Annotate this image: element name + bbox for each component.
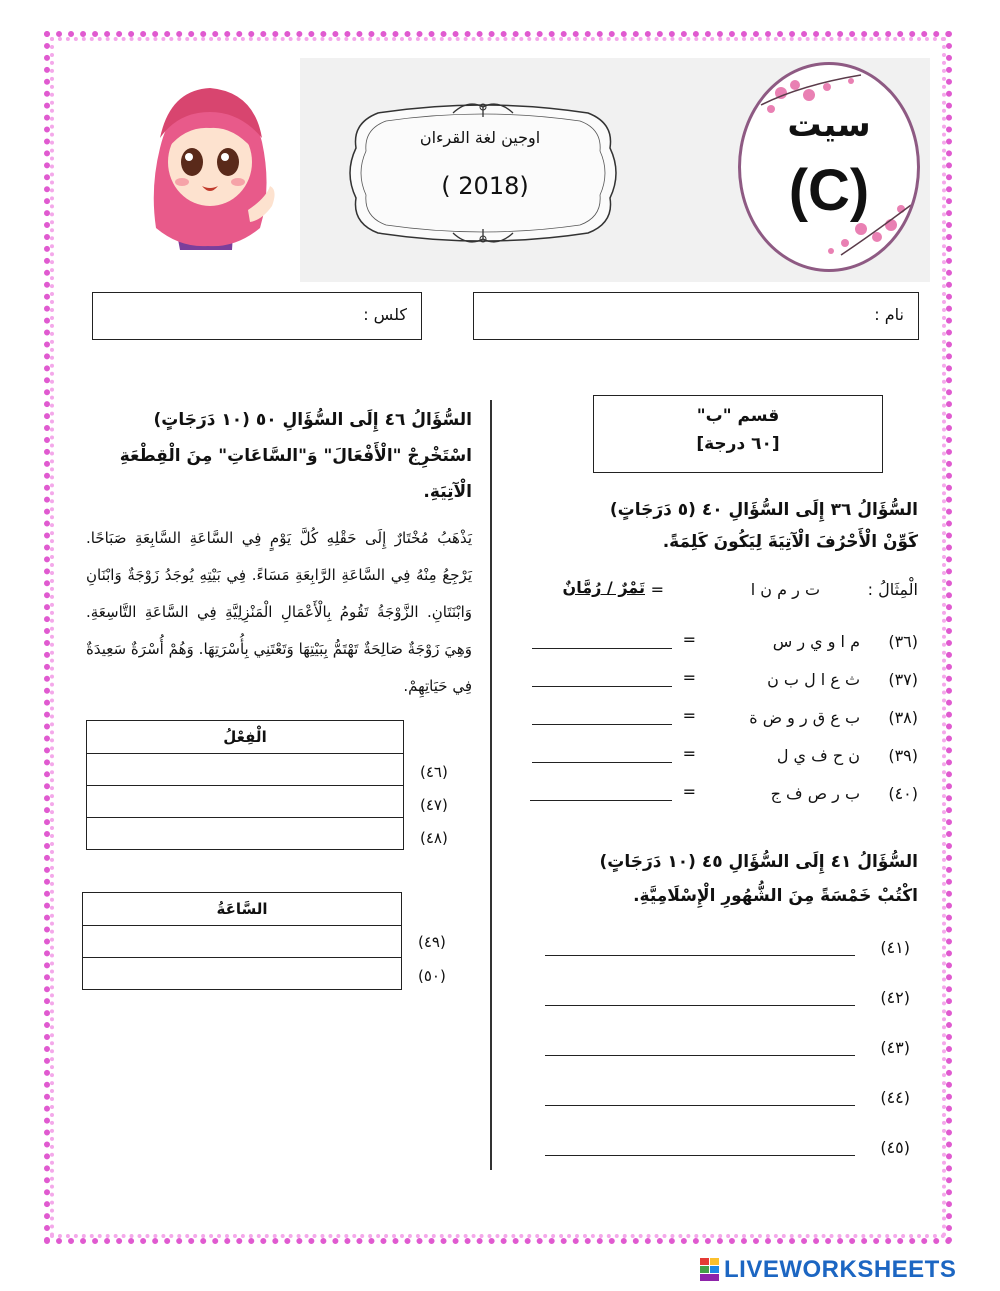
class-label: كلس : xyxy=(363,305,407,324)
verb-table xyxy=(86,720,404,850)
q46-instruction: اسْتَخْرِجْ "الْأَفْعَالَ" وَ"السَّاعَاتِ" مِنَ الْقِطْعَةِ الْآتِيَةِ. xyxy=(119,446,472,502)
q37-item-num: (٣٧) xyxy=(888,670,918,689)
q50-num: (٥٠) xyxy=(418,967,446,985)
verb-table-header: الْفِعْلُ xyxy=(87,721,404,754)
answer-line[interactable] xyxy=(532,648,672,649)
q36-heading: السُّؤَالُ ٣٦ إِلَى السُّؤَالِ ٤٠ (٥ دَرَجَاتٍ) xyxy=(609,500,918,520)
answer-line[interactable] xyxy=(545,955,855,956)
liveworksheets-icon xyxy=(700,1258,720,1282)
worksheet-title: اوجين لغة القرءان xyxy=(419,128,541,147)
q36-item-num: (٣٦) xyxy=(888,632,918,651)
answer-line[interactable] xyxy=(532,724,672,725)
q38-item-letters: ب ع ق ر و ض ة xyxy=(749,708,860,727)
q46-num: (٤٦) xyxy=(420,763,448,781)
answer-line[interactable] xyxy=(532,686,672,687)
set-badge xyxy=(738,62,920,272)
q39-equals: = xyxy=(682,744,696,763)
hour-table xyxy=(82,892,402,990)
q39-item-num: (٣٩) xyxy=(888,746,918,765)
q41-instruction: اكْتُبْ خَمْسَةً مِنَ الشُّهُورِ الْإِسْلَامِيَّةِ. xyxy=(633,886,918,906)
q38-item-num: (٣٨) xyxy=(888,708,918,727)
liveworksheets-logo[interactable] xyxy=(700,1256,990,1284)
answer-line[interactable] xyxy=(545,1005,855,1006)
q37-equals: = xyxy=(682,668,696,687)
name-field[interactable] xyxy=(473,292,919,340)
answer-line[interactable] xyxy=(530,800,672,801)
verb-answer-cell[interactable] xyxy=(87,754,404,786)
q47-num: (٤٧) xyxy=(420,796,448,814)
q40-item-letters: ب ر ص ف ج xyxy=(770,784,860,803)
hour-table-header: السَّاعَةُ xyxy=(83,893,402,926)
answer-line[interactable] xyxy=(545,1105,855,1106)
example-equals: = xyxy=(650,580,664,599)
worksheet-year: ( 2018) xyxy=(441,172,529,200)
q49-num: (٤٩) xyxy=(418,933,446,951)
example-letters: ت ر م ن ا xyxy=(750,580,820,599)
girl-mascot-illustration xyxy=(120,78,288,250)
verb-answer-cell[interactable] xyxy=(87,818,404,850)
q36-instruction: كَوِّنْ الْأَحْرُفَ الْآتِيَةَ لِيَكُونَ كَلِمَةً. xyxy=(662,532,918,552)
column-divider xyxy=(490,400,492,1170)
q44-num: (٤٤) xyxy=(880,1088,910,1107)
q39-item-letters: ن ح ف ي ل xyxy=(776,746,860,765)
q48-num: (٤٨) xyxy=(420,829,448,847)
set-code: (C) xyxy=(788,158,870,223)
liveworksheets-brand: LIVEWORKSHEETS xyxy=(724,1256,957,1283)
q40-item-num: (٤٠) xyxy=(888,784,918,803)
section-b-box xyxy=(593,395,883,473)
q38-equals: = xyxy=(682,706,696,725)
q45-num: (٤٥) xyxy=(880,1138,910,1157)
answer-line[interactable] xyxy=(545,1055,855,1056)
q41-heading: السُّؤَالُ ٤١ إِلَى السُّؤَالِ ٤٥ (١٠ دَرَجَاتٍ) xyxy=(599,852,918,872)
q41-num: (٤١) xyxy=(880,938,910,957)
q40-equals: = xyxy=(682,782,696,801)
set-label: سيت xyxy=(787,105,871,145)
verb-answer-cell[interactable] xyxy=(87,786,404,818)
example-label: الْمِثَالُ : xyxy=(867,580,918,599)
section-b-marks: [٦٠ درجة] xyxy=(696,434,780,454)
answer-line[interactable] xyxy=(545,1155,855,1156)
example-answer: تَمْرٌ / رُمَّانٌ xyxy=(562,578,645,597)
q36-equals: = xyxy=(682,630,696,649)
q36-item-letters: م ا و ي ر س xyxy=(772,632,860,651)
q43-num: (٤٣) xyxy=(880,1038,910,1057)
q42-num: (٤٢) xyxy=(880,988,910,1007)
name-label: نام : xyxy=(874,305,904,324)
class-field[interactable] xyxy=(92,292,422,340)
q37-item-letters: ث ع ا ل ب ن xyxy=(767,670,860,689)
hour-answer-cell[interactable] xyxy=(83,958,402,990)
hour-answer-cell[interactable] xyxy=(83,926,402,958)
section-b-title: قسم "ب" xyxy=(696,406,780,426)
answer-line[interactable] xyxy=(532,762,672,763)
q46-heading: السُّؤَالُ ٤٦ إِلَى السُّؤَالِ ٥٠ (١٠ دَرَجَاتٍ) xyxy=(153,410,472,430)
reading-passage: يَذْهَبُ مُخْتَارٌ إِلَى حَقْلِهِ كُلَّ يَوْمٍ فِي السَّاعَةِ السَّابِعَةِ صَبَاحًا. يَرْجِعُ مِنْهُ فِي السَّاعَةِ الرَّابِعَةِ مَسَاءً. فِي بَيْتِهِ يُوجَدُ زَوْجَةٌ وَابْنَانِ وَابْنَتَانِ. الزَّوْجَةُ تَقُومُ بِالْأَعْمَالِ الْمَنْزِلِيَّةِ فِي السَّاعَةِ التَّاسِعَةِ. وَهِيَ زَوْجَةٌ صَالِحَةٌ تَهْتَمُّ بِبَيْتِهَا وَتَعْتَنِي بِأُسْرَتِهَا. وَهُمْ أُسْرَةٌ سَعِيدَةٌ فِي حَيَاتِهِمْ. xyxy=(86,529,472,695)
